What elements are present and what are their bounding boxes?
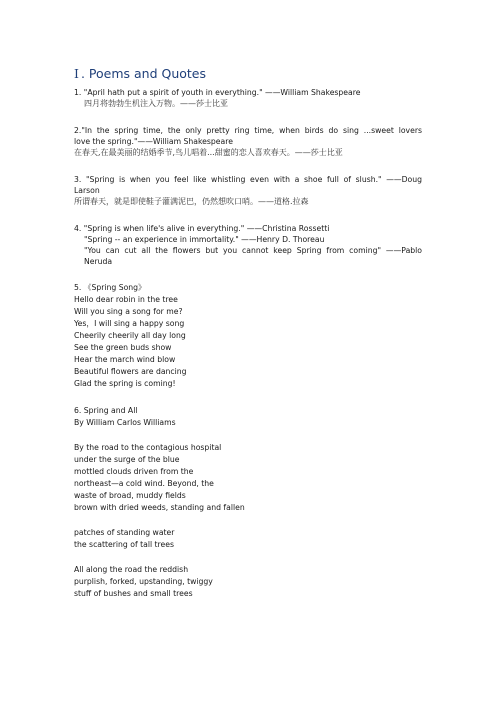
quote-4-line3: "You can cut all the flowers but you cannot keep Spring from coming" ——Pablo xyxy=(84,246,422,255)
quote-3-english-line2: Larson xyxy=(74,186,100,195)
spring-song-line: Yes，I will sing a happy song xyxy=(74,319,185,328)
quote-1-chinese: 四月将勃勃生机注入万物。——莎士比亚 xyxy=(84,99,228,108)
poem-line: purplish, forked, upstanding, twiggy xyxy=(74,577,213,586)
section-heading xyxy=(74,66,206,81)
quote-2-english-line2: love the spring."——William Shakespeare xyxy=(74,137,233,146)
poem-line: patches of standing water xyxy=(74,528,175,537)
section-title: . Poems and Quotes xyxy=(80,66,206,81)
spring-song-line: Cheerily cheerily all day long xyxy=(74,331,186,340)
section-numeral: Ⅰ xyxy=(74,66,79,81)
poem-line: All along the road the reddish xyxy=(74,565,189,574)
quote-2-chinese: 在春天,在最美丽的结婚季节,鸟儿唱着...甜蜜的恋人喜欢春天。——莎士比亚 xyxy=(74,148,343,157)
poem-line: the scattering of tall trees xyxy=(74,540,175,549)
poem-line: brown with dried weeds, standing and fallen xyxy=(74,503,245,512)
poem-line: stuff of bushes and small trees xyxy=(74,589,193,598)
spring-song-line: Beautiful flowers are dancing xyxy=(74,367,187,376)
spring-song-line: Hello dear robin in the tree xyxy=(74,295,178,304)
quote-4-line4: Neruda xyxy=(84,257,113,266)
poem-line: waste of broad, muddy fields xyxy=(74,491,186,500)
poem-line: under the surge of the blue xyxy=(74,455,180,464)
spring-song-title: 5. 《Spring Song》 xyxy=(74,283,146,292)
spring-song-line: Hear the march wind blow xyxy=(74,355,176,364)
spring-song-line: Glad the spring is coming! xyxy=(74,379,176,388)
poem-line: By the road to the contagious hospital xyxy=(74,443,222,452)
quote-4-line1: 4. "Spring is when life's alive in everything." ——Christina Rossetti xyxy=(74,224,330,233)
spring-song-line: See the green buds show xyxy=(74,343,172,352)
quote-1-english: 1. "April hath put a spirit of youth in everything." ——William Shakespeare xyxy=(74,88,361,97)
spring-and-all-title: 6. Spring and All xyxy=(74,406,138,415)
quote-2-english-line1: 2."In the spring time, the only pretty ring time, when birds do sing ...sweet lovers xyxy=(74,126,422,135)
spring-song-line: Will you sing a song for me? xyxy=(74,307,183,316)
poem-line: mottled clouds driven from the xyxy=(74,467,194,476)
spring-and-all-author: By William Carlos Williams xyxy=(74,418,176,427)
quote-3-chinese: 所谓春天，就是即使鞋子灌满泥巴，仍然想吹口哨。——道格.拉森 xyxy=(74,197,309,206)
poem-line: northeast—a cold wind. Beyond, the xyxy=(74,479,214,488)
quote-3-english-line1: 3. "Spring is when you feel like whistling even with a shoe full of slush." ——Doug xyxy=(74,175,422,184)
quote-4-line2: "Spring -- an experience in immortality." ——Henry D. Thoreau xyxy=(84,235,325,244)
